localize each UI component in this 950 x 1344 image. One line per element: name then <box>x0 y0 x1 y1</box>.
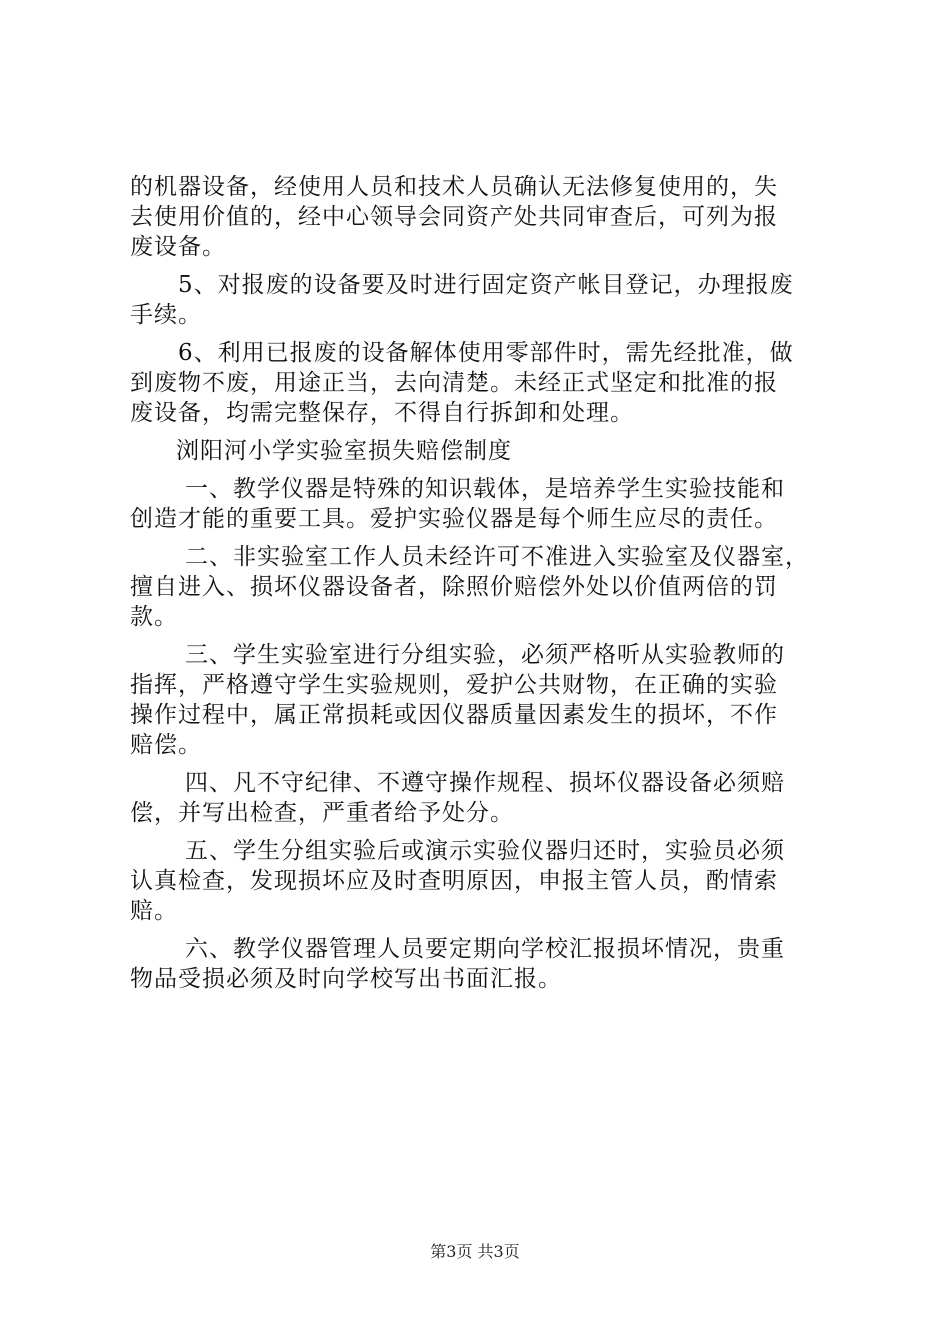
page-footer <box>0 1242 950 1262</box>
text-line: 5、对报废的设备要及时进行固定资产帐目登记，办理报废 <box>178 272 794 298</box>
document-body <box>130 172 830 994</box>
page-number: 第3页 共3页 <box>430 1242 520 1261</box>
text-line: 创造才能的重要工具。爱护实验仪器是每个师生应尽的责任。 <box>130 506 778 532</box>
text-line: 五、学生分组实验后或演示实验仪器归还时，实验员必须 <box>185 838 785 864</box>
paragraph-rule-6 <box>130 934 830 994</box>
text-line: 手续。 <box>130 302 202 328</box>
text-line: 废设备。 <box>130 234 226 260</box>
text-line: 废设备，均需完整保存，不得自行拆卸和处理。 <box>130 400 634 426</box>
paragraph-equipment-scrap-criteria <box>130 172 830 262</box>
text-line: 偿，并写出检查，严重者给予处分。 <box>130 800 514 826</box>
text-line: 物品受损必须及时向学校写出书面汇报。 <box>130 966 562 992</box>
paragraph-item-5 <box>130 270 830 330</box>
paragraph-rule-2 <box>130 542 830 632</box>
text-line: 6、利用已报废的设备解体使用零部件时，需先经批准，做 <box>178 340 794 366</box>
text-line: 四、凡不守纪律、不遵守操作规程、损坏仪器设备必须赔 <box>185 770 785 796</box>
text-line: 一、教学仪器是特殊的知识载体，是培养学生实验技能和 <box>185 476 785 502</box>
text-line: 二、非实验室工作人员未经许可不准进入实验室及仪器室， <box>185 544 809 570</box>
paragraph-rule-1 <box>130 474 830 534</box>
text-line: 赔。 <box>130 898 178 924</box>
text-line: 赔偿。 <box>130 732 202 758</box>
text-line: 三、学生实验室进行分组实验，必须严格听从实验教师的 <box>185 642 785 668</box>
text-line: 操作过程中，属正常损耗或因仪器质量因素发生的损坏，不作 <box>130 702 778 728</box>
paragraph-rule-3 <box>130 640 830 760</box>
section-heading <box>130 436 830 466</box>
paragraph-item-6 <box>130 338 830 428</box>
text-line: 擅自进入、损坏仪器设备者，除照价赔偿外处以价值两倍的罚 <box>130 574 778 600</box>
text-line: 款。 <box>130 604 178 630</box>
text-line: 到废物不废，用途正当，去向清楚。未经正式坚定和批准的报 <box>130 370 778 396</box>
paragraph-rule-5 <box>130 836 830 926</box>
section-title: 浏阳河小学实验室损失赔偿制度 <box>176 438 512 464</box>
text-line: 指挥，严格遵守学生实验规则，爱护公共财物，在正确的实验 <box>130 672 778 698</box>
text-line: 去使用价值的，经中心领导会同资产处共同审查后，可列为报 <box>130 204 778 230</box>
text-line: 认真检查，发现损坏应及时查明原因，申报主管人员，酌情索 <box>130 868 778 894</box>
text-line: 的机器设备，经使用人员和技术人员确认无法修复使用的，失 <box>130 174 778 200</box>
paragraph-rule-4 <box>130 768 830 828</box>
text-line: 六、教学仪器管理人员要定期向学校汇报损坏情况，贵重 <box>185 936 785 962</box>
